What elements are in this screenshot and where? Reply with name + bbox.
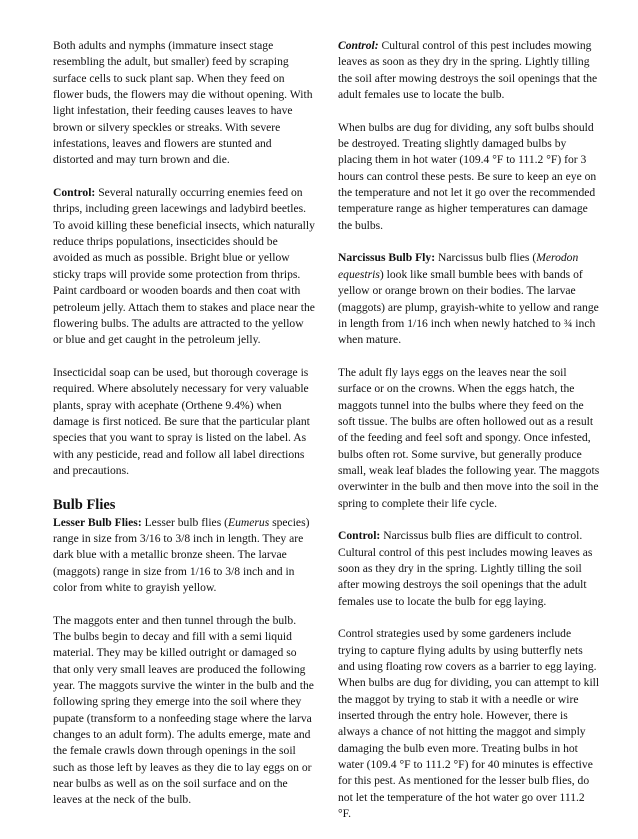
thrips-control-paragraph — [53, 185, 315, 348]
hot-water-paragraph: When bulbs are dug for dividing, any soft bulbs should be destroyed. Treating slightly damaged bulbs by placing them in hot water (109.4 °F to 111.2 °F) for 3 hours can control these pests. Be sure to keep an eye on the temperature and not let it go over the recommended temperature range as higher temperatures can damage the bulbs. — [338, 120, 597, 232]
thrips-control-text: Several naturally occurring enemies feed on thrips, including green lacewings and ladybird beetles. To avoid killing these beneficial insects, which naturally reduce thrips populations, insecticides should be avoided as much as possible. Bright blue or yellow sticky traps will provide some protection from thrips. Paint cardboard or wooden boards and then coat with petroleum jelly. Attach them to stakes and place near the flowering bulbs. The adults are attracted to the yellow or blue and get caught in the petroleum jelly. — [53, 186, 315, 347]
control-label: Control: — [338, 529, 381, 543]
lesser-control-text: Cultural control of this pest includes mowing leaves as soon as they dry in the spring. Lightly tilling the soil after mowing destroys the soil openings that the adult females use to locate the bulb. — [338, 39, 598, 102]
adult-fly-paragraph: The adult fly lays eggs on the leaves near the soil surface or on the crowns. When the eggs hatch, the maggots tunnel into the bulbs where they feed on the soft tissue. The bulbs are often hollowed out as a result of the feeding and feel soft and spongy. Once infested, bulbs often rot. Some survive, but generally produce small, weak leaf blades the following year. The maggots overwinter in the bulb and then move into the soil in the spring to complete their life cycle. — [338, 365, 600, 510]
species-name-eumerus: Eumerus — [227, 515, 270, 529]
species-name-merodon: Merodon equestris — [338, 251, 579, 281]
thrips-damage-paragraph: Both adults and nymphs (immature insect stage resembling the adult, but smaller) feed by scraping surface cells to suck plant sap. When they feed on flower buds, the flowers may die without opening. With light infestation, their feeding causes leaves to have brown or silvery speckles or streaks. With severe infestations, leaves and flowers are stunted and distorted and may turn brown and die. — [53, 39, 313, 167]
narcissus-text-b: ) look like small bumble bees with bands of yellow or orange brown on their bodies. The larvae (maggots) are plump, grayish-white to yellow and range in length from 1/16 inch when newly hatched to ¾ inch when mature. — [338, 267, 599, 347]
narcissus-bulb-fly-label: Narcissus Bulb Fly: — [338, 251, 436, 265]
lesser-bulb-flies-label: Lesser Bulb Flies: — [53, 515, 142, 529]
narcissus-control-text: Narcissus bulb flies are difficult to control. Cultural control of this pest includes mowing leaves as soon as they dry in the spring. Lightly tilling the soil after mowing destroys the soil openings that the adult females use to locate the bulb for egg laying. — [338, 529, 593, 608]
narcissus-control-paragraph — [338, 528, 600, 610]
narcissus-text-a: Narcissus bulb flies ( — [435, 251, 537, 265]
narcissus-bulb-fly-paragraph — [338, 250, 600, 348]
section-heading-bulb-flies: Bulb Flies — [53, 496, 116, 513]
lesser-control-paragraph — [338, 38, 600, 103]
insecticidal-soap-paragraph: Insecticidal soap can be used, but thorough coverage is required. Where absolutely necessary for very valuable plants, spray with acephate (Orthene 9.4%) when damage is first noticed. Be sure that the particular plant species that you want to spray is listed on the label. As with any pesticide, read and follow all label directions and precautions. — [53, 365, 310, 477]
lesser-bulb-flies-text-b: species) range in size from 3/16 to 3/8 inch in length. They are dark blue with a metallic bronze sheen. The larvae (maggots) range in size from 1/16 to 3/8 inch and in color from white to grayish yellow. — [53, 515, 310, 594]
control-label: Control: — [53, 186, 96, 200]
lesser-bulb-flies-paragraph — [53, 515, 315, 597]
control-strategies-paragraph: Control strategies used by some gardeners include trying to capture flying adults by using butterfly nets and using floating row covers as a barrier to egg laying. When bulbs are dug for dividing, you can attempt to kill the maggot by trying to stab it with a needle or wire inserted through the entry hole. However, there is always a chance of not hitting the maggot and simply damaging the bulb even more. Treating bulbs in hot water (109.4 °F to 111.2 °F) for 40 minutes is effective for this pest. As mentioned for the lesser bulb flies, do not let the temperature of the hot water go over 111.2 °F. — [338, 627, 600, 821]
lesser-bulb-flies-text-a: Lesser bulb flies ( — [141, 515, 228, 529]
right-column — [338, 38, 600, 839]
left-column — [53, 38, 315, 825]
control-label: Control: — [338, 39, 379, 52]
maggots-paragraph: The maggots enter and then tunnel through the bulb. The bulbs begin to decay and fill with a semi liquid material. They may be killed outright or damaged so that only very small leaves are produced the following year. The maggots survive the winter in the bulb and the following spring they emerge into the soil where they pupate (transform to a nonfeeding stage where the larva changes to an adult form). The adults emerge, mate and the female crawls down through openings in the soil such as those left by leaves as they die to lay eggs on or near bulbs as well as on the soil surface and on the leaves at the neck of the bulb. — [53, 613, 314, 807]
